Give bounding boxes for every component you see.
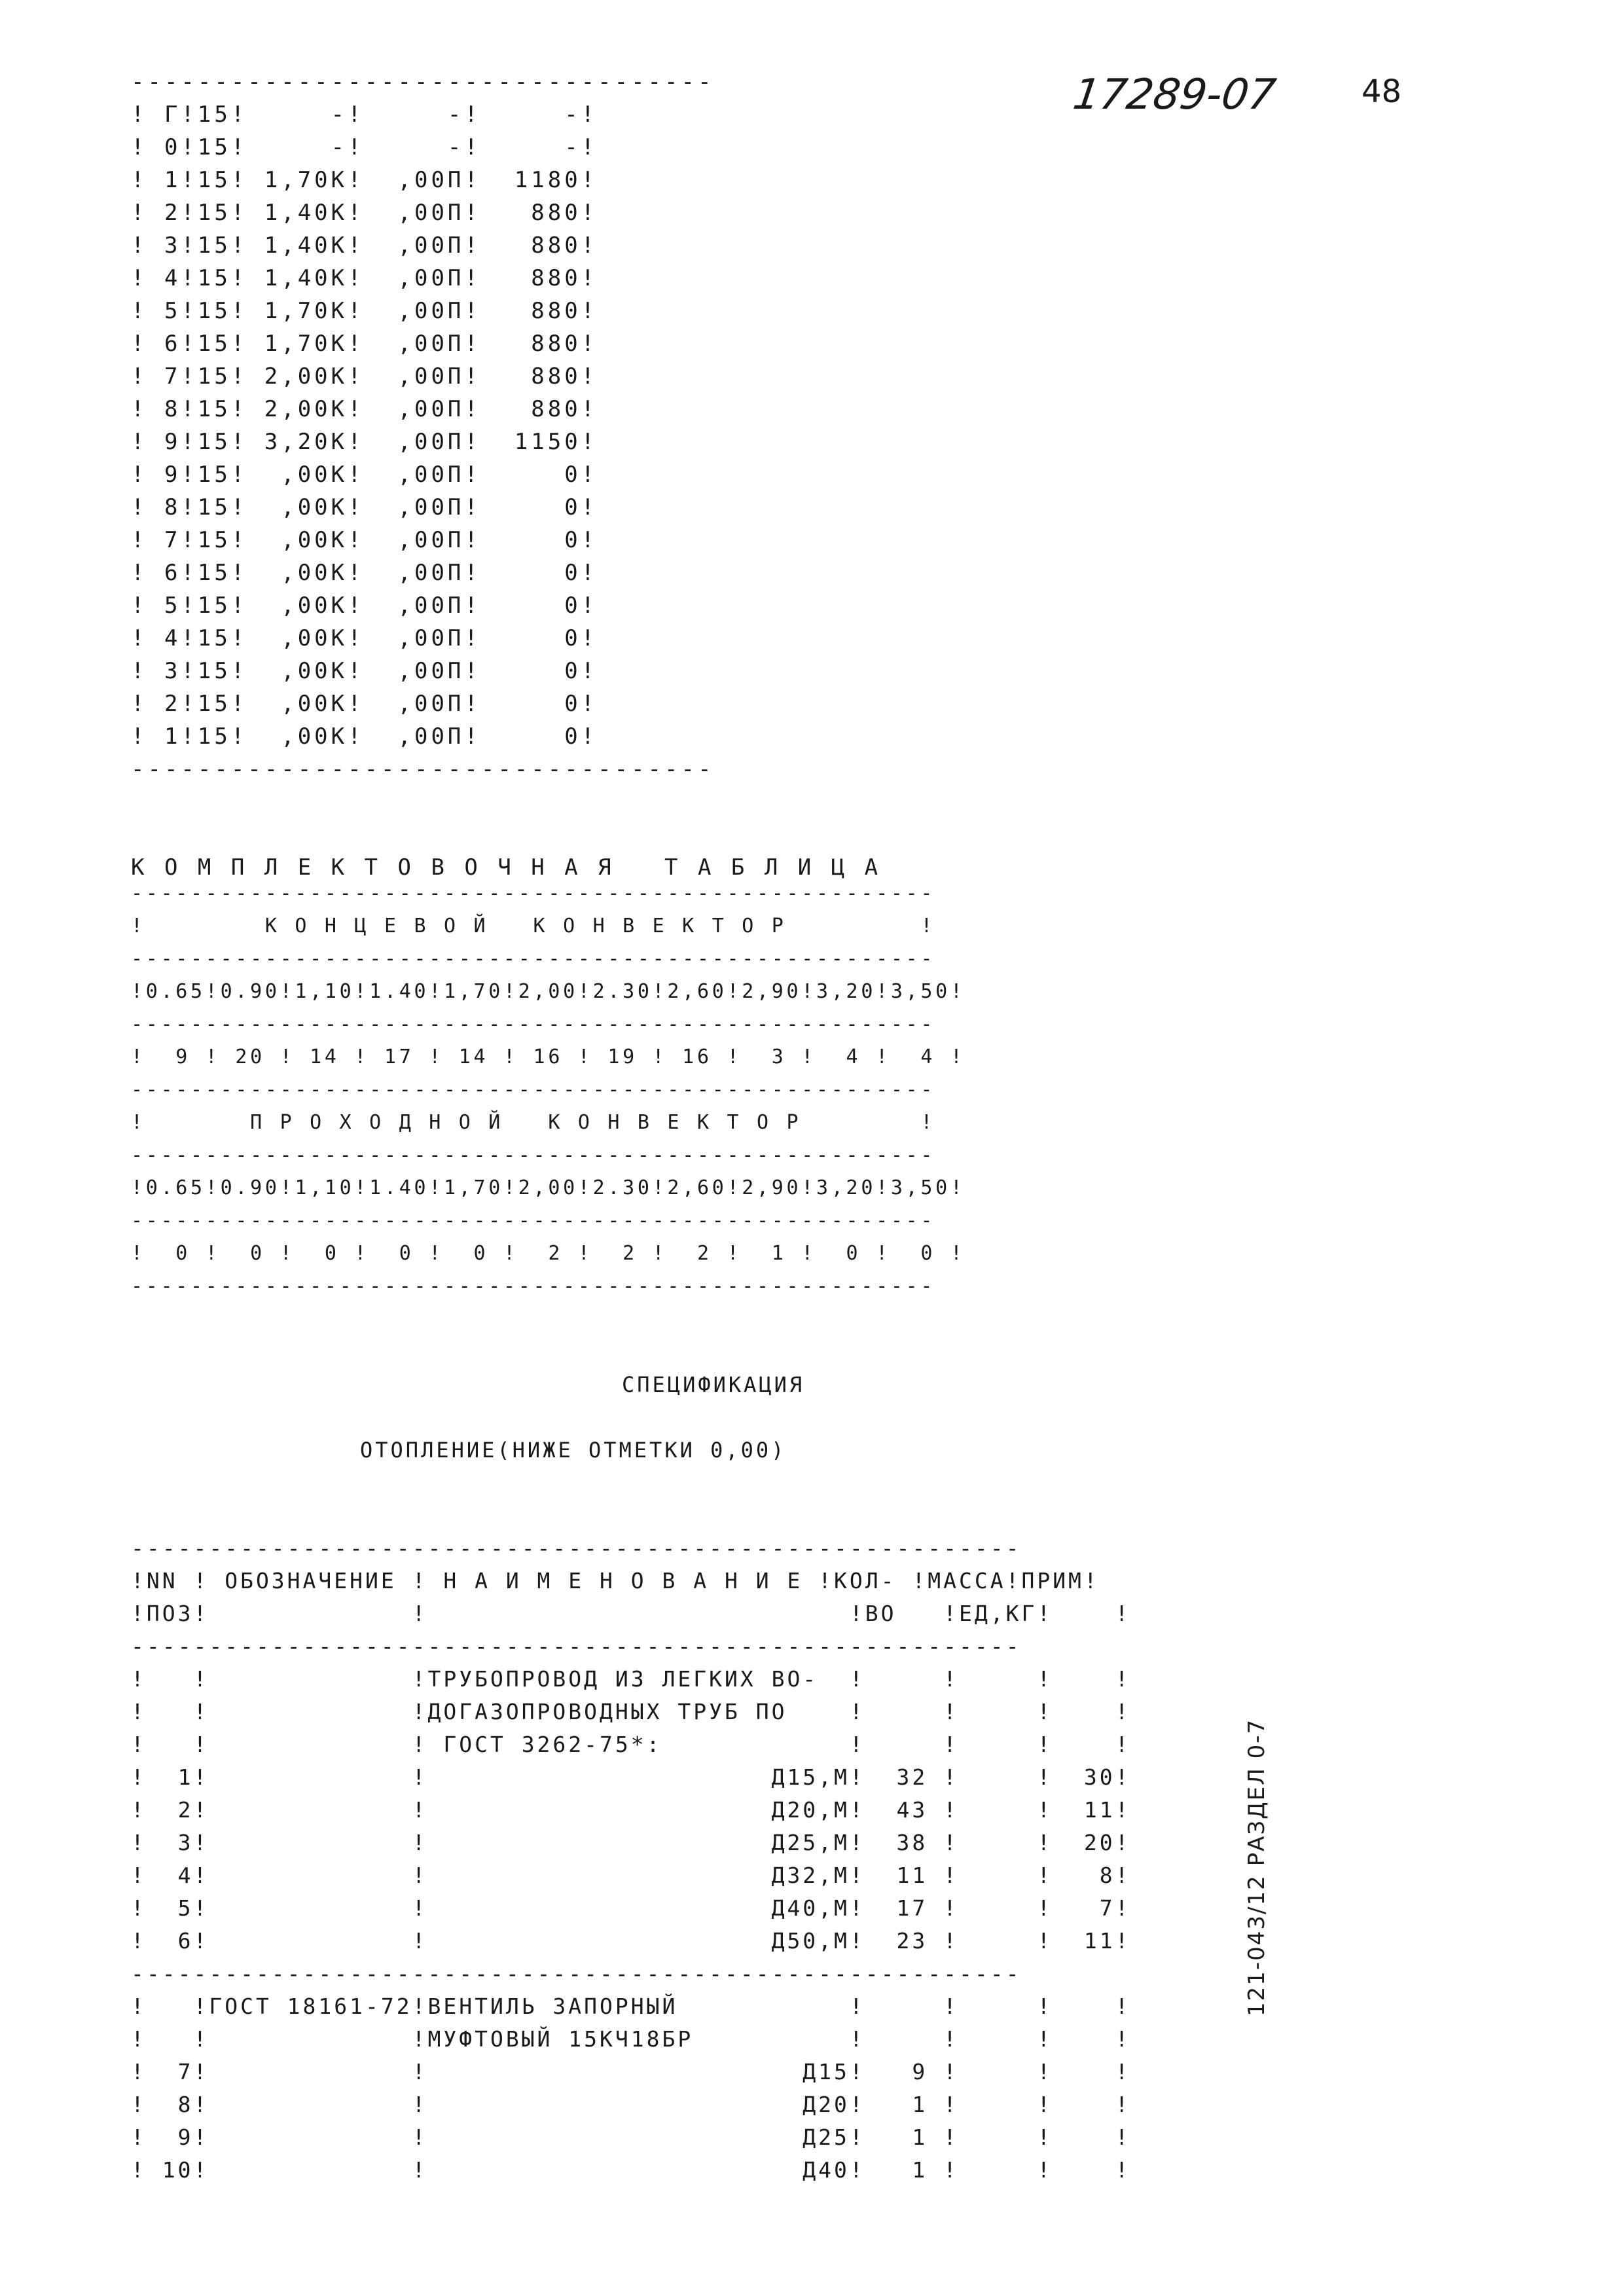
spec-table <box>131 1532 1131 2187</box>
spec-header: !NN ! ОБОЗНАЧЕНИЕ ! Н А И М Е Н О В А Н И Е !КОЛ- !МАССА!ПРИМ! <box>131 1568 1100 1593</box>
spec-subtitle: ОТОПЛЕНИЕ(НИЖЕ ОТМЕТКИ 0,00) <box>360 1438 787 1463</box>
table-row: ! 7!15! 2,00К! ,00П! 880! <box>131 363 598 390</box>
table-row: ! Г!15! -! -! -! <box>131 101 598 128</box>
section-label: ! К О Н Ц Е В О Й К О Н В Е К Т О Р ! <box>131 915 936 938</box>
page-number: 48 <box>1362 73 1402 110</box>
table-border: ----------------------------------- <box>131 69 715 95</box>
spec-row: ! 5! ! Д40,М! 17 ! ! 7! <box>131 1895 1131 1921</box>
section-label: ! П Р О Х О Д Н О Й К О Н В Е К Т О Р ! <box>131 1111 936 1134</box>
kompl-table-title: К О М П Л Е К Т О В О Ч Н А Я Т А Б Л И Ц А <box>131 854 882 881</box>
counts-row: ! 9 ! 20 ! 14 ! 17 ! 14 ! 16 ! 19 ! 16 ! 3 ! 4 ! 4 ! <box>131 1046 965 1068</box>
spec-row: ! 6! ! Д50,М! 23 ! ! 11! <box>131 1928 1131 1954</box>
spec-row: ! 1! ! Д15,М! 32 ! ! 30! <box>131 1764 1131 1790</box>
spec-row: ! ! !ТРУБОПРОВОД ИЗ ЛЕГКИХ ВО- ! ! ! ! <box>131 1666 1131 1692</box>
doc-number: 17289-07 <box>1070 71 1279 119</box>
table-border: ------------------------------------------------------ <box>131 1144 936 1167</box>
table-row: ! 8!15! ,00К! ,00П! 0! <box>131 494 598 520</box>
table-row: ! 0!15! -! -! -! <box>131 134 598 160</box>
table-border: ------------------------------------------------------ <box>131 1275 936 1298</box>
table-row: ! 3!15! 1,40К! ,00П! 880! <box>131 232 598 259</box>
table-border: ------------------------------------------------------ <box>131 882 936 905</box>
table-row: ! 4!15! ,00К! ,00П! 0! <box>131 625 598 651</box>
table-row: ! 3!15! ,00К! ,00П! 0! <box>131 658 598 684</box>
spec-row: ! ! !ДОГАЗОПРОВОДНЫХ ТРУБ ПО ! ! ! ! <box>131 1699 1131 1724</box>
spec-row: ! ! ! ГОСТ 3262-75*: ! ! ! ! <box>131 1732 1131 1757</box>
spec-row: ! 4! ! Д32,М! 11 ! ! 8! <box>131 1863 1131 1888</box>
table-border: ------------------------------------------------------ <box>131 1013 936 1036</box>
table-border: ------------------------------------------------------ <box>131 1078 936 1101</box>
kompl-table <box>131 877 965 1303</box>
table-row: ! 1!15! 1,70К! ,00П! 1180! <box>131 167 598 193</box>
spec-row: ! ! !МУФТОВЫЙ 15КЧ18БР ! ! ! ! <box>131 2026 1131 2052</box>
spec-row: ! 10! ! Д40! 1 ! ! ! <box>131 2157 1131 2183</box>
sizes-row: !0.65!0.90!1,10!1.40!1,70!2,00!2.30!2,60!2,90!3,20!3,50! <box>131 1176 965 1199</box>
table-row: ! 9!15! 3,20К! ,00П! 1150! <box>131 429 598 455</box>
spec-title: СПЕЦИФИКАЦИЯ <box>622 1372 805 1397</box>
table-row: ! 9!15! ,00К! ,00П! 0! <box>131 462 598 488</box>
table-row: ! 2!15! 1,40К! ,00П! 880! <box>131 200 598 226</box>
table-row: ! 1!15! ,00К! ,00П! 0! <box>131 723 598 750</box>
table-border: ------------------------------------------------------ <box>131 1209 936 1232</box>
table-border: --------------------------------------------------------- <box>131 1961 1022 1986</box>
spec-row: ! 2! ! Д20,М! 43 ! ! 11! <box>131 1797 1131 1823</box>
spec-row: ! 7! ! Д15! 9 ! ! ! <box>131 2059 1131 2085</box>
spec-row: ! !ГОСТ 18161-72!ВЕНТИЛЬ ЗАПОРНЫЙ ! ! ! ! <box>131 1994 1131 2019</box>
table-row: ! 6!15! ,00К! ,00П! 0! <box>131 560 598 586</box>
side-stamp: 121-043/12 РАЗДЕЛ 0-7 <box>1244 1718 1270 2016</box>
table-row: ! 5!15! 1,70К! ,00П! 880! <box>131 298 598 324</box>
table-border: ----------------------------------- <box>131 756 715 782</box>
table-border: --------------------------------------------------------- <box>131 1535 1022 1561</box>
spec-row: ! 8! ! Д20! 1 ! ! ! <box>131 2092 1131 2117</box>
spec-row: ! 9! ! Д25! 1 ! ! ! <box>131 2124 1131 2150</box>
table-row: ! 2!15! ,00К! ,00П! 0! <box>131 691 598 717</box>
table-row: ! 5!15! ,00К! ,00П! 0! <box>131 592 598 619</box>
spec-header: !ПОЗ! ! !ВО !ЕД,КГ! ! <box>131 1601 1131 1626</box>
table-border: ------------------------------------------------------ <box>131 947 936 970</box>
table-row: ! 6!15! 1,70К! ,00П! 880! <box>131 331 598 357</box>
sizes-row: !0.65!0.90!1,10!1.40!1,70!2,00!2.30!2,60!2,90!3,20!3,50! <box>131 980 965 1003</box>
table-row: ! 7!15! ,00К! ,00П! 0! <box>131 527 598 553</box>
counts-row: ! 0 ! 0 ! 0 ! 0 ! 0 ! 2 ! 2 ! 2 ! 1 ! 0 ! 0 ! <box>131 1242 965 1265</box>
table-row: ! 4!15! 1,40К! ,00П! 880! <box>131 265 598 291</box>
table-row: ! 8!15! 2,00К! ,00П! 880! <box>131 396 598 422</box>
spec-row: ! 3! ! Д25,М! 38 ! ! 20! <box>131 1830 1131 1855</box>
top-table <box>131 65 714 786</box>
table-border: --------------------------------------------------------- <box>131 1633 1022 1659</box>
